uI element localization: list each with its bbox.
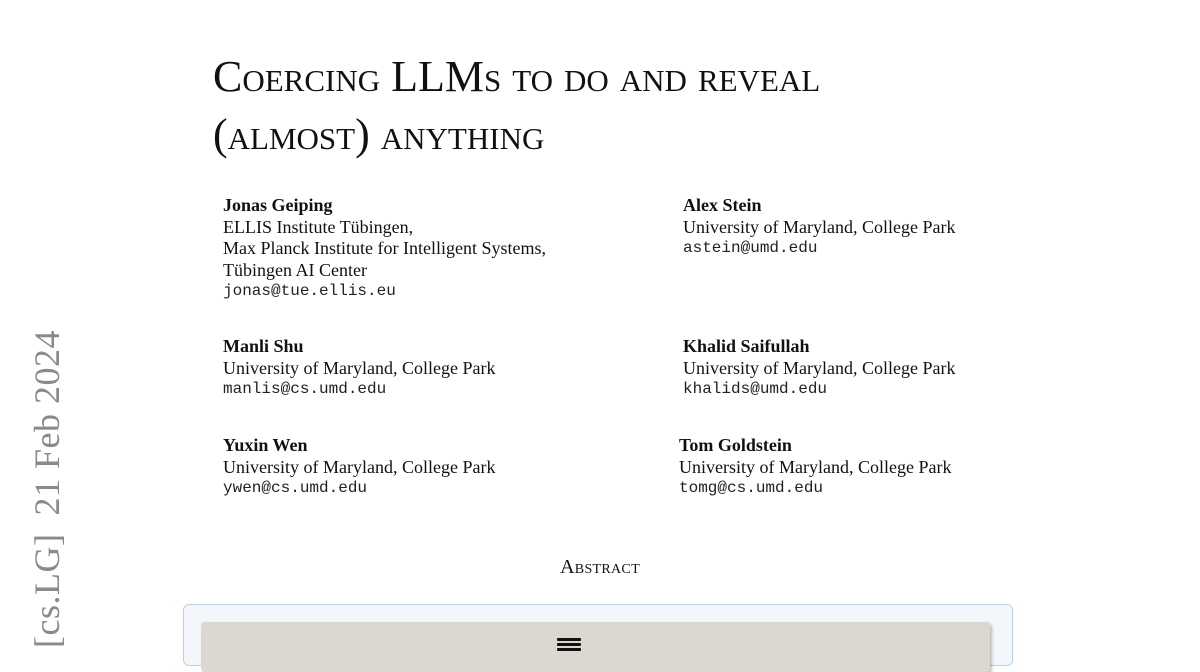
author-block bbox=[223, 195, 546, 303]
arxiv-stamp bbox=[26, 312, 68, 648]
author-name: Alex Stein bbox=[683, 195, 762, 215]
arxiv-category: [cs.LG] bbox=[27, 533, 67, 648]
author-block bbox=[683, 336, 955, 401]
author-name: Khalid Saifullah bbox=[683, 336, 810, 356]
author-name: Manli Shu bbox=[223, 336, 304, 356]
author-affiliation: University of Maryland, College Park bbox=[683, 357, 956, 378]
author-affiliation: Max Planck Institute for Intelligent Systems, bbox=[223, 238, 546, 258]
author-email[interactable]: tomg@cs.umd.edu bbox=[679, 479, 824, 497]
author-email[interactable]: jonas@tue.ellis.eu bbox=[223, 282, 396, 300]
author-email[interactable]: manlis@cs.umd.edu bbox=[223, 380, 387, 398]
author-affiliation: University of Maryland, College Park bbox=[683, 216, 956, 237]
author-name: Yuxin Wen bbox=[223, 435, 308, 455]
author-affiliation: University of Maryland, College Park bbox=[223, 357, 496, 378]
author-email[interactable]: astein@umd.edu bbox=[683, 239, 818, 257]
author-affiliation: University of Maryland, College Park bbox=[679, 456, 952, 477]
author-name: Tom Goldstein bbox=[679, 435, 792, 455]
author-email[interactable]: khalids@umd.edu bbox=[683, 380, 828, 398]
author-affiliation: University of Maryland, College Park bbox=[223, 456, 496, 477]
arxiv-date: 21 Feb 2024 bbox=[27, 330, 67, 516]
author-block bbox=[223, 435, 495, 500]
author-block bbox=[223, 336, 495, 401]
author-block bbox=[679, 435, 951, 500]
title-line-2: (almost) anything bbox=[213, 110, 545, 159]
teaser-figure bbox=[201, 622, 990, 672]
title-line-1: Coercing LLMs to do and reveal bbox=[213, 52, 821, 101]
author-block bbox=[683, 195, 955, 260]
paper-title bbox=[213, 48, 1033, 164]
author-email[interactable]: ywen@cs.umd.edu bbox=[223, 479, 368, 497]
abstract-heading: Abstract bbox=[560, 556, 640, 578]
author-affiliation: Tübingen AI Center bbox=[223, 259, 367, 280]
teaser-figure-frame bbox=[183, 604, 1013, 666]
author-name: Jonas Geiping bbox=[223, 195, 333, 215]
server-icon bbox=[557, 638, 581, 652]
author-affiliation: ELLIS Institute Tübingen, bbox=[223, 216, 414, 237]
